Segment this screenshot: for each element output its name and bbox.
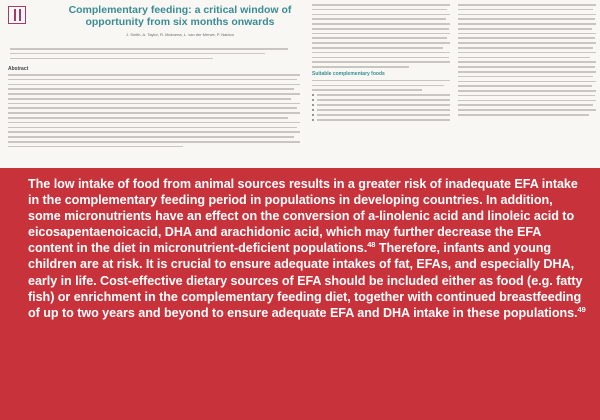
journal-logo-icon [8, 6, 26, 24]
citation-ref-49: 49 [577, 304, 586, 314]
paper-title: Complementary feeding: a critical window of opportunity from six months onwards [68, 4, 292, 28]
citation-ref-48: 48 [367, 240, 376, 250]
callout-text-part2: Therefore, infants and young children are at risk. It is crucial to ensure adequate intakes of fat, EFAs, and especially DHA, early in life. Cost-effective dietary sources of EFA should be included either as food (e.g. fatty fish) or enrichment in the complementary feeding diet, together with continued breastfeeding of up to two years and beyond to ensure adequate EFA and DHA intake in these populations. [28, 241, 583, 320]
paper-column-middle [312, 4, 450, 124]
callout-text [28, 176, 586, 321]
affiliations-block [10, 48, 300, 66]
highlight-callout [0, 168, 600, 420]
section-heading-suitable-foods: Suitable complementary foods [312, 70, 385, 77]
paper-authors: J. Smith, A. Taylor, R. Mokoena, L. van der Merwe, P. Naidoo [126, 32, 234, 37]
abstract-heading: Abstract [8, 66, 29, 72]
callout-text-part1: The low intake of food from animal sources results in a greater risk of inadequate EFA intake in the complementary feeding period in populations in developing countries. In addition, some micronutrients have an effect on the conversion of a-linolenic acid and linoleic acid to eicosapentaenoicacid, DHA and arachidonic acid, which may further decrease the EFA content in the diet in micronutrient-deficient populations. [28, 177, 578, 256]
paper-column-right [458, 4, 596, 116]
